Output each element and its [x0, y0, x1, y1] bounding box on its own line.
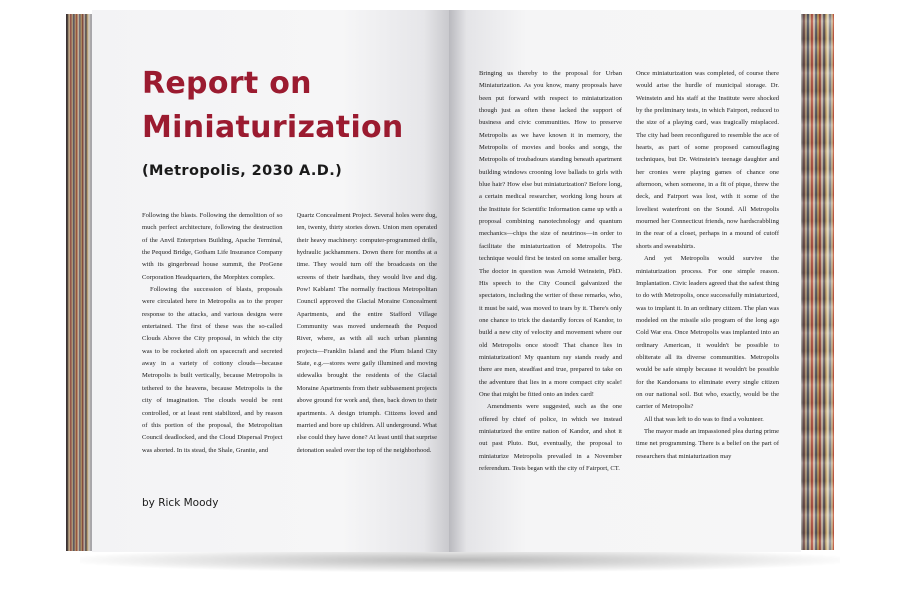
right-page [449, 10, 801, 552]
paragraph: All that was left to do was to find a volunteer. [644, 415, 764, 423]
article-subtitle: (Metropolis, 2030 A.D.) [142, 163, 343, 179]
right-page-body [479, 68, 779, 498]
left-page-edges [66, 14, 94, 551]
right-page-edges [800, 14, 834, 550]
left-column-2 [297, 210, 438, 482]
title-line-2: Miniaturization [142, 110, 404, 145]
left-page [92, 10, 449, 552]
paragraph: Following the blasts. Following the demolition of so much perfect architecture, following the destruction of the Anvil Enterprises Building, Apache Terminal, the Pequod Bridge, Gotham Life Insurance Company with its gingerbread house summit, the ProGene Corporation Headquarters, the Morphtex complex. [142, 212, 283, 281]
paragraph: Once miniaturization was completed, of course there would arise the hurdle of municipal storage. Dr. Weinstein and his staff at the Institute were shocked by the preliminary tests, in which Fairport, reduced to the size of a playing card, was tragically misplaced. The city had been reconfigured to resemble the ace of hearts, as part of some proposed camouflaging techniques, but Dr. Weinstein's teenage daughter and her cronies were playing games of chance one afternoon, when someone, in a fit of pique, threw the deck, and Fairport was lost, with it some of the loveliest waterfront on the Sound. All Metropolis mourned her Connecticut friends, now hardscrabbling in the rear of a closet, perhaps in a mound of cutoff shorts and sweatshirts. [636, 70, 779, 250]
paragraph: Amendments were suggested, such as the one offered by chief of police, in which we instead miniaturized the entire nation of Kandor, and shot it out past Pluto. But, eventually, the proposal to miniaturize Metropolis prevailed in a November referendum. Tests began with the city of Fairport, CT. [479, 403, 622, 472]
article-title [142, 62, 442, 150]
right-column-2 [636, 68, 779, 498]
paragraph: Bringing us thereby to the proposal for Urban Miniaturization. As you know, many proposals have been put forward with respect to miniaturization though just as often these lacked the support of business and civic communities. How to preserve Metropolis as we have known it in memory, the Metropolis of movies and books and songs, the Metropolis of troubadours standing beneath apartment building windows crooning love ballads to girls with blue hair? How else but miniaturization? Before long, a certain medical researcher, working long hours at the Institute for Scientific Information came up with a proposal combining nanotechnology and quantum mechanics—chips the size of neutrinos—in order to facilitate the miniaturization of Metropolis. The technique would first be tested on some smaller berg. The doctor in question was Arnold Weinstein, PhD. His speech to the City Council galvanized the spectators, including the writer of these remarks, who, it must be said, was moved to tears by it. There's only one chance to trick the dastardly forces of Kandor, to build a new city of velocity and movement where our old Metropolis once stood! That chance lies in miniaturization! My quantum ray stands ready and there are men, steadfast and true, prepared to take on the adventure that lies in a more compact city scale! One that might be fitted onto an index card! [479, 70, 622, 398]
title-line-1: Report on [142, 66, 312, 101]
paragraph: The mayor made an impassioned plea during prime time net programming. There is a belief on the part of researchers that miniaturization may [636, 427, 779, 460]
left-page-body [142, 210, 437, 482]
right-column-1 [479, 68, 622, 498]
paragraph: Following the succession of blasts, proposals were circulated here in Metropolis as to the proper response to the attacks, and various designs were entertained. The first of these was the so-called Clouds Above the City proposal, in which the city was to be rocketed aloft on spacecraft and secreted away in a variety of cottony clouds—because Metropolis is built vertically, because Metropolis is tethered to the heavens, because Metropolis is the city of imagination. The clouds would be rent controlled, or at least rent stabilized, and by reason of this portion of the proposal, the Metropolitan Council deadlocked, and the Cloud Dispersal Project was aborted. In its stead, the Shale, Granite, and [142, 286, 283, 454]
paragraph: Quartz Concealment Project. Several holes were dug, ten, twenty, thirty stories down. Union men operated their heavy machinery: computer-programmed drills, hydraulic jackhammers. Down there for months at a time. They would turn off the broadcasts on the screens of their hardhats, they would live and dig. Pow! Kablam! The normally fractious Metropolitan Council approved the Glacial Moraine Concealment Apartments, and the entire Stafford Village Community was moved underneath the Pequod River, where, as with all such urban planning projects—Franklin Island and the Plum Island City State, e.g.—stores were gaily illumined and moving sidewalks brought the residents of the Glacial Moraine Apartments from their subbasement projects above ground for work and, then, back down to their apartments. A design triumph. Citizens loved and married and bore up children. All underground. What else could they have done? At least until that surprise detonation sealed over the top of the neighborhood. [296, 212, 437, 454]
paragraph: And yet Metropolis would survive the miniaturization process. For one simple reason. Implantation. Civic leaders agreed that the safest thing to do with Metropolis, once successfully miniaturized, was to implant it. In an ordinary citizen. The plan was modeled on the missile silo program of the long ago Cold War era. Once Metropolis was implanted into an ordinary American, it wouldn't be possible to obliterate all its diverse communities. Metropolis would be safe simply because it wouldn't be possible for the Kandorsans to eliminate every single citizen on our national soil. But who, exactly, would be the carrier of Metropolis? [636, 255, 779, 411]
byline: by Rick Moody [142, 497, 219, 509]
left-column-1 [142, 210, 283, 482]
